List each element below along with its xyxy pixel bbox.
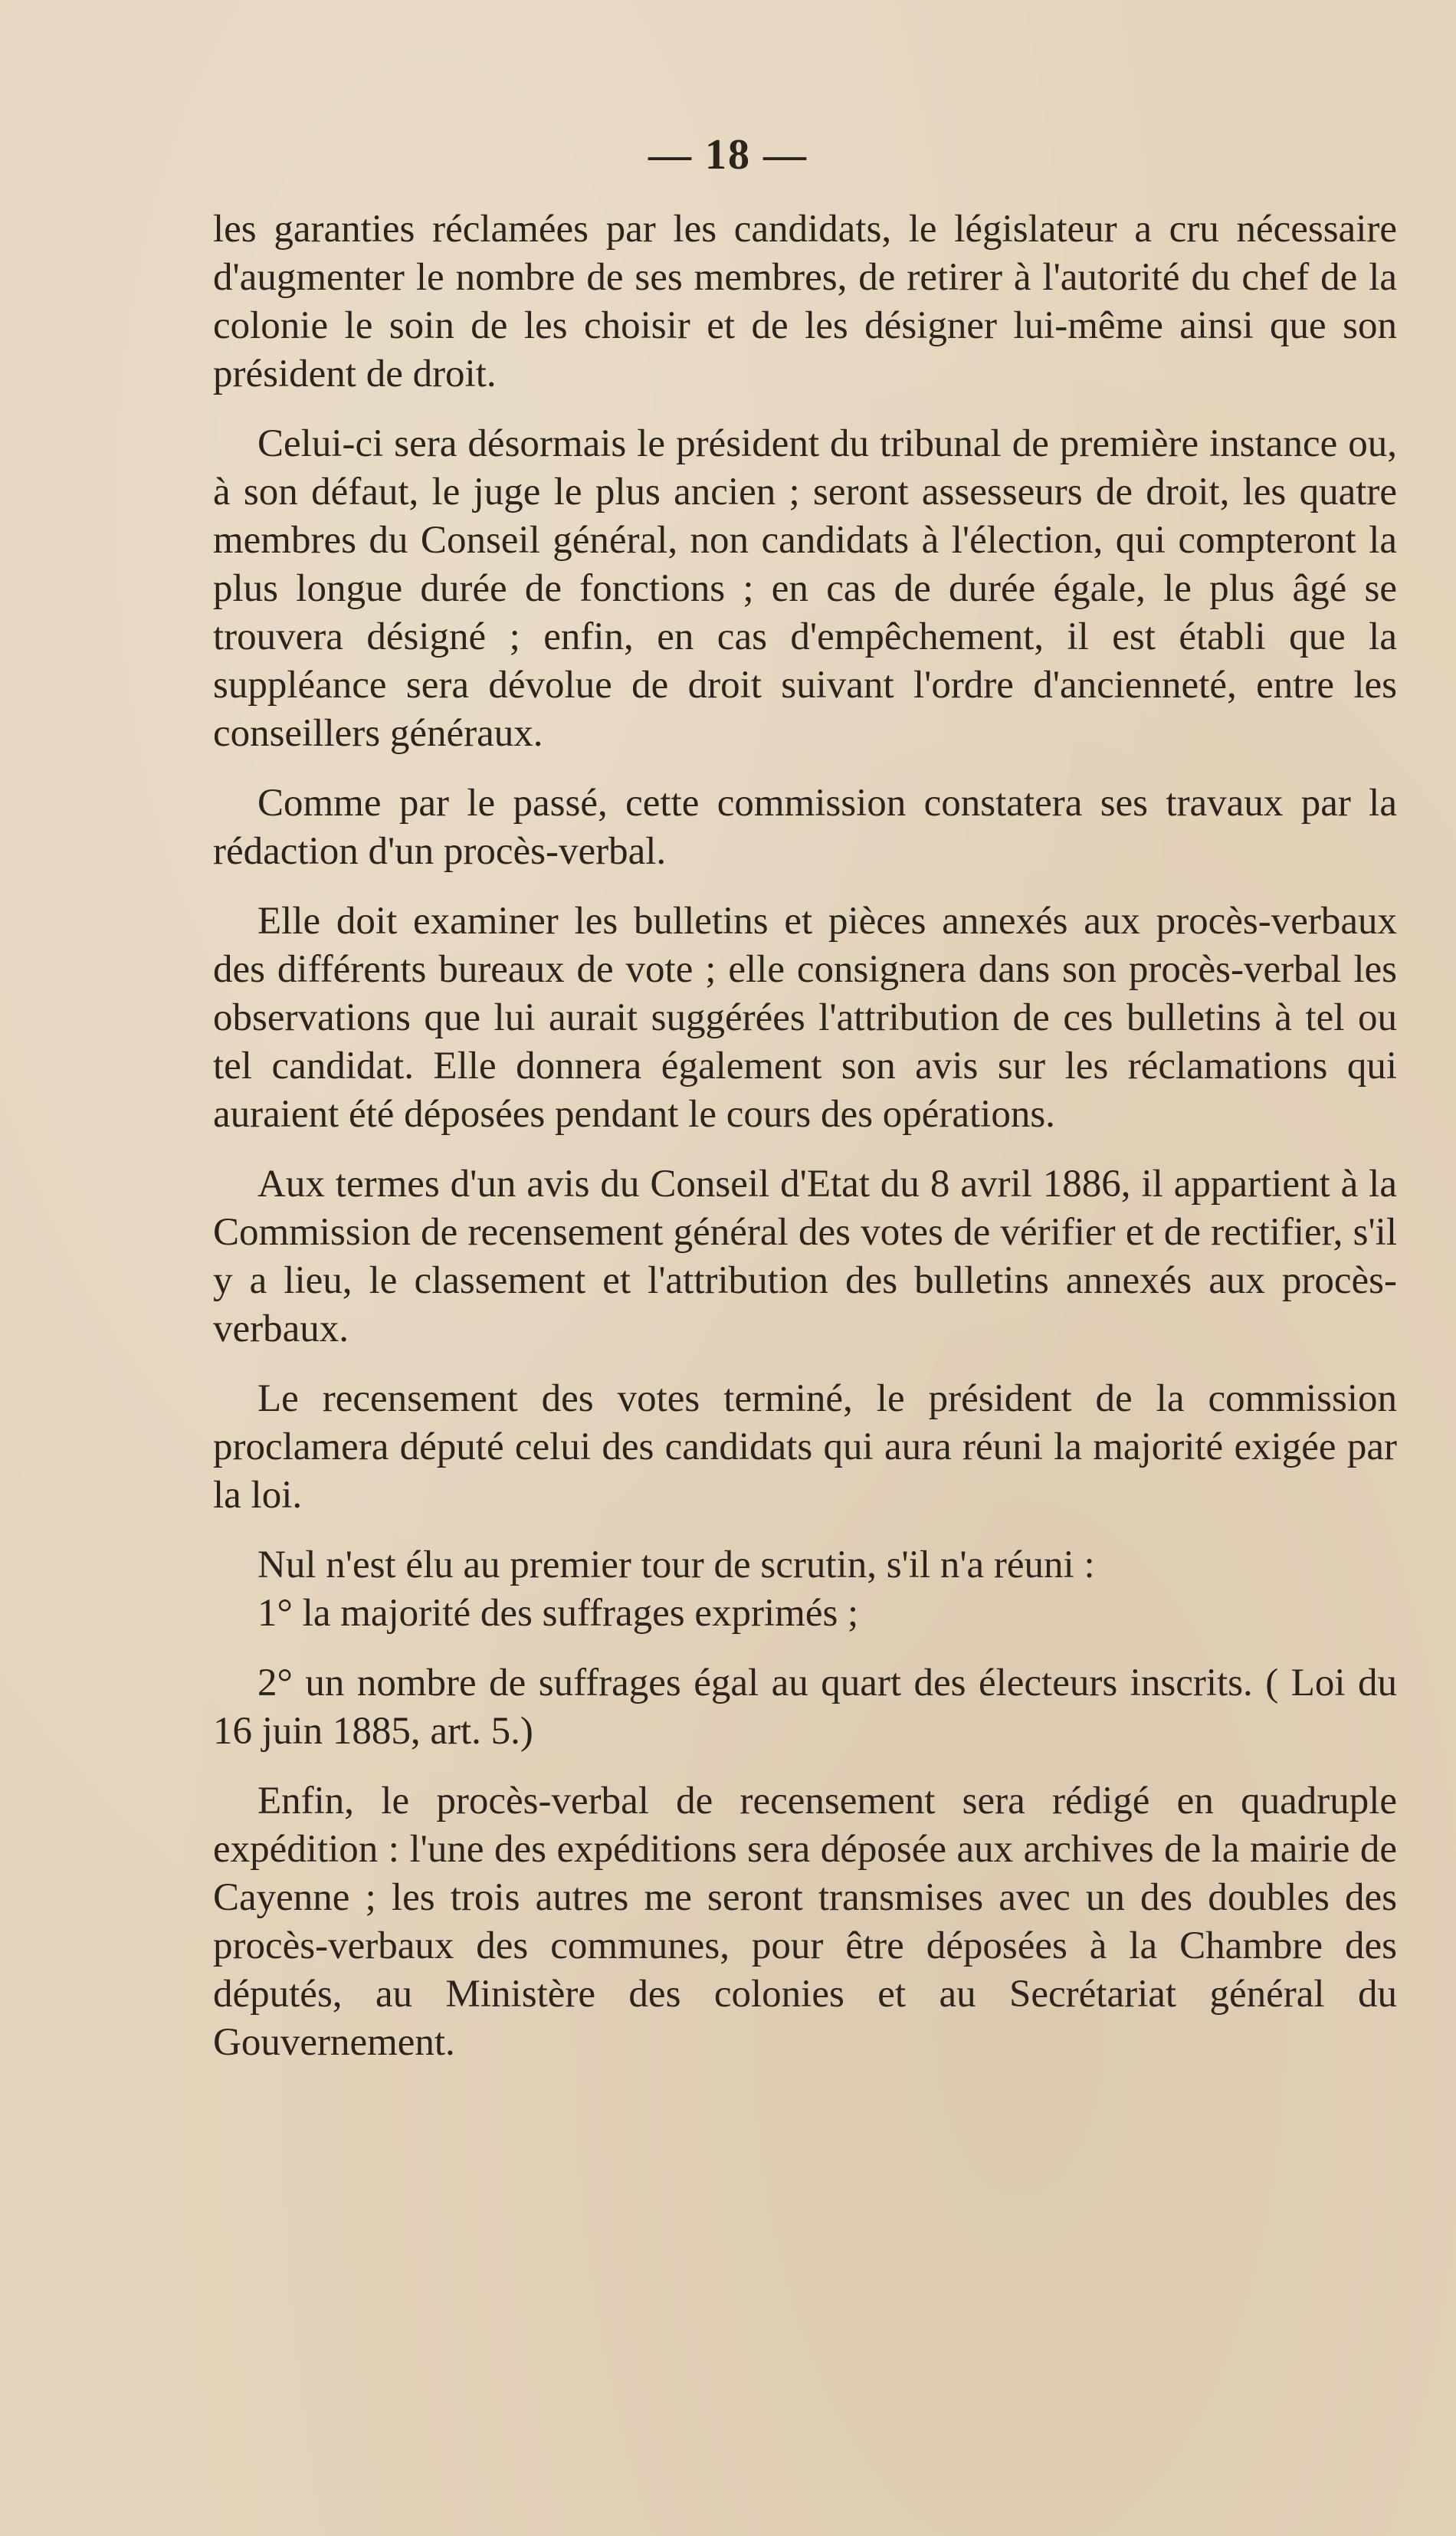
condition-majority: 1° la majorité des suffrages exprimés ; xyxy=(257,1592,859,1635)
paragraph-proclamation: Le recensement des votes terminé, le président de la commission proclamera député celui des candidats qui aura réuni la majorité exigée par la loi. xyxy=(213,1377,1397,1517)
page-number: — 18 — xyxy=(648,131,808,179)
paragraph-election-conditions: Nul n'est élu au premier tour de scrutin, s'il n'a réuni : xyxy=(257,1544,1095,1586)
paragraph-quadruple-expedition: Enfin, le procès-verbal de recensement sera rédigé en quadruple expédition : l'une des expéditions sera déposée aux archives de la mairie de Cayenne ; les trois autres me seront transmises avec un des doubles des procès-verbaux des communes, pour être déposées à la Chambre des députés, au Ministère des colonies et au Secrétariat général du Gouvernement. xyxy=(213,1780,1397,2064)
paragraph-continuation: les garanties réclamées par les candidats, le législateur a cru nécessaire d'augmenter le nombre de ses membres, de retirer à l'autorité du chef de la colonie le soin de les choisir et de les désigner lui-même ainsi que son président de droit. xyxy=(213,208,1397,395)
body-text xyxy=(213,205,1397,2088)
paragraph-proces-verbal: Comme par le passé, cette commission constatera ses travaux par la rédaction d'un procès-verbal. xyxy=(213,782,1397,873)
condition-quarter: 2° un nombre de suffrages égal au quart des électeurs inscrits. ( Loi du 16 juin 1885, art. 5.) xyxy=(213,1662,1397,1753)
paragraph-commission-composition: Celui-ci sera désormais le président du tribunal de première instance ou, à son défaut, le juge le plus ancien ; seront assesseurs de droit, les quatre membres du Conseil général, non candidats à l'élection, qui compteront la plus longue durée de fonctions ; en cas de durée égale, le plus âgé se trouvera désigné ; enfin, en cas d'empêchement, il est établi que la suppléance sera dévolue de droit suivant l'ordre d'ancienneté, entre les conseillers généraux. xyxy=(213,422,1397,755)
paragraph-conseil-etat: Aux termes d'un avis du Conseil d'Etat du 8 avril 1886, il appartient à la Commission de recensement général des votes de vérifier et de rectifier, s'il y a lieu, le classement et l'attribution des bulletins annexés aux procès-verbaux. xyxy=(213,1163,1397,1350)
paragraph-examination: Elle doit examiner les bulletins et pièces annexés aux procès-verbaux des différents bureaux de vote ; elle consignera dans son procès-verbal les observations que lui aurait suggérées l'attribution de ces bulletins à tel ou tel candidat. Elle donnera également son avis sur les réclamations qui auraient été déposées pendant le cours des opérations. xyxy=(213,900,1397,1136)
